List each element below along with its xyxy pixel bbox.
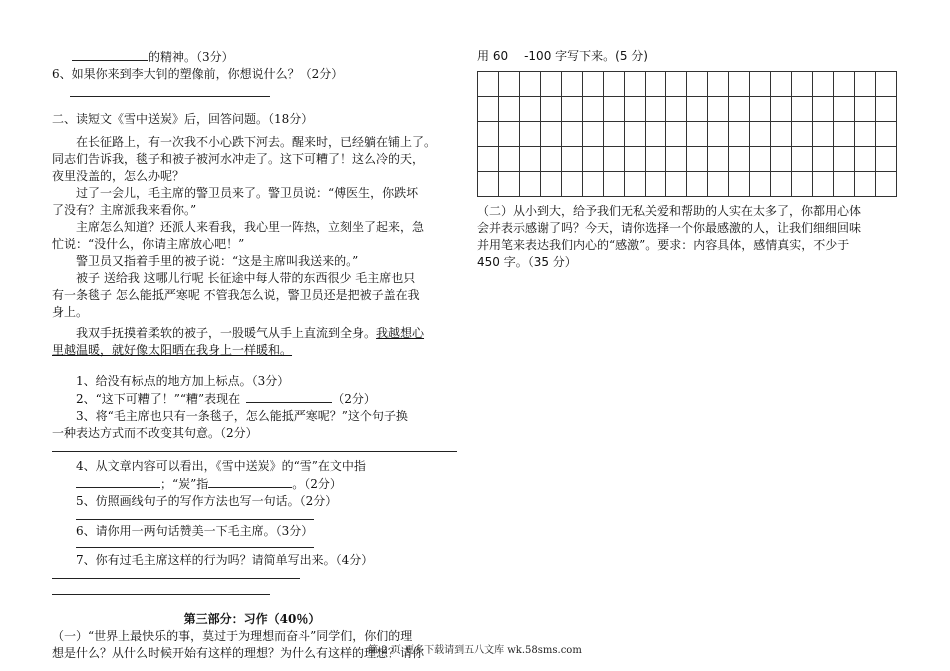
- grid-row: [478, 72, 897, 97]
- grid-cell[interactable]: [645, 122, 666, 147]
- grid-cell[interactable]: [833, 72, 854, 97]
- grid-cell[interactable]: [624, 147, 645, 172]
- passage-line: 了没有？主席派我来看你。”: [52, 203, 197, 217]
- passage-line: 身上。: [52, 305, 89, 319]
- grid-cell[interactable]: [875, 122, 896, 147]
- grid-cell[interactable]: [771, 172, 792, 197]
- grid-cell[interactable]: [708, 172, 729, 197]
- grid-cell[interactable]: [771, 122, 792, 147]
- grid-cell[interactable]: [645, 97, 666, 122]
- q6-text: 6、如果你来到李大钊的塑像前，你想说什么？（2分）: [52, 67, 344, 81]
- grid-cell[interactable]: [498, 147, 519, 172]
- answer-blank[interactable]: [246, 390, 332, 403]
- q4-line: [52, 475, 462, 493]
- grid-cell[interactable]: [624, 122, 645, 147]
- grid-cell[interactable]: [750, 72, 771, 97]
- part3-title: 第三部分：习作（40％）: [183, 612, 321, 626]
- grid-cell[interactable]: [708, 72, 729, 97]
- grid-cell[interactable]: [792, 147, 813, 172]
- grid-cell[interactable]: [498, 172, 519, 197]
- grid-cell[interactable]: [519, 72, 540, 97]
- grid-cell[interactable]: [478, 172, 499, 197]
- grid-cell[interactable]: [750, 172, 771, 197]
- grid-cell[interactable]: [582, 147, 603, 172]
- left-column: [52, 48, 462, 662]
- grid-cell[interactable]: [666, 147, 687, 172]
- grid-cell[interactable]: [561, 147, 582, 172]
- passage-line: 主席怎么知道？还派人来看我，我心里一阵热，立刻坐了起来，急: [76, 220, 425, 234]
- grid-cell[interactable]: [833, 122, 854, 147]
- answer-blank[interactable]: [72, 48, 148, 61]
- grid-cell[interactable]: [478, 72, 499, 97]
- grid-cell[interactable]: [729, 97, 750, 122]
- grid-cell[interactable]: [792, 172, 813, 197]
- part3-text-cont: 想是什么？从什么时候开始有这样的理想？为什么有这样的理想？请你: [52, 646, 425, 660]
- grid-cell[interactable]: [854, 97, 875, 122]
- answer-blank[interactable]: [76, 475, 160, 488]
- grid-cell[interactable]: [624, 97, 645, 122]
- grid-cell[interactable]: [561, 172, 582, 197]
- grid-cell[interactable]: [519, 172, 540, 197]
- answer-line[interactable]: [70, 95, 270, 97]
- grid-cell[interactable]: [603, 72, 624, 97]
- grid-cell[interactable]: [540, 147, 561, 172]
- passage-line: 有一条毯子 怎么能抵严寒呢 不管我怎么说，警卫员还是把被子盖在我: [52, 288, 420, 302]
- writing-intro: [477, 48, 897, 65]
- part3-text: （一）“世界上最快乐的事，莫过于为理想而奋斗”同学们，你们的理: [52, 629, 413, 643]
- passage-line: 警卫员又指着手里的被子说：“这是主席叫我送来的。”: [76, 254, 359, 268]
- grid-cell[interactable]: [624, 172, 645, 197]
- passage-text: 我双手抚摸着柔软的被子，一股暖气从手上直流到全身。: [76, 326, 377, 340]
- q2-score: （2分）: [332, 392, 376, 406]
- grid-cell[interactable]: [708, 147, 729, 172]
- grid-cell[interactable]: [771, 97, 792, 122]
- task2-text: 450 字。（35 分）: [477, 255, 577, 269]
- grid-cell[interactable]: [582, 97, 603, 122]
- q6b-text: 6、请你用一两句话赞美一下毛主席。（3分）: [76, 524, 314, 538]
- grid-cell[interactable]: [813, 72, 834, 97]
- grid-cell[interactable]: [729, 147, 750, 172]
- grid-cell[interactable]: [833, 97, 854, 122]
- passage: [52, 134, 462, 359]
- q4-text-mid: ；“炭”指: [160, 477, 209, 491]
- q4-text: 4、从文章内容可以看出，《雪中送炭》的“雪”在文中指: [76, 459, 366, 473]
- grid-cell[interactable]: [729, 172, 750, 197]
- grid-cell[interactable]: [498, 122, 519, 147]
- q3-text-cont: 一种表达方式而不改变其句意。（2分）: [52, 426, 258, 440]
- grid-cell[interactable]: [813, 122, 834, 147]
- grid-cell[interactable]: [666, 172, 687, 197]
- grid-cell[interactable]: [750, 147, 771, 172]
- grid-cell[interactable]: [687, 122, 708, 147]
- grid-cell[interactable]: [771, 72, 792, 97]
- grid-cell[interactable]: [582, 172, 603, 197]
- q7-text: 7、你有过毛主席这样的行为吗？请简单写出来。（4分）: [76, 553, 374, 567]
- grid-cell[interactable]: [603, 122, 624, 147]
- grid-cell[interactable]: [645, 172, 666, 197]
- passage-line: [52, 342, 462, 359]
- grid-cell[interactable]: [854, 72, 875, 97]
- passage-line: [52, 325, 462, 342]
- passage-line: 忙说：“没什么，你请主席放心吧！”: [52, 237, 245, 251]
- grid-row: [478, 122, 897, 147]
- passage-line: 同志们告诉我，毯子和被子被河水冲走了。这下可糟了！这么冷的天，: [52, 152, 425, 166]
- answer-line[interactable]: [76, 546, 314, 548]
- right-column: [477, 48, 897, 271]
- grid-cell[interactable]: [833, 172, 854, 197]
- grid-cell[interactable]: [729, 122, 750, 147]
- passage-line: 过了一会儿，毛主席的警卫员来了。警卫员说：“傅医生，你跌坏: [76, 186, 419, 200]
- grid-cell[interactable]: [875, 172, 896, 197]
- grid-cell[interactable]: [875, 72, 896, 97]
- grid-cell[interactable]: [624, 72, 645, 97]
- grid-cell[interactable]: [875, 97, 896, 122]
- passage-line: 在长征路上，有一次我不小心跌下河去。醒来时，已经躺在铺上了。: [76, 135, 437, 149]
- section2-title: 二、读短文《雪中送炭》后，回答问题。（18分）: [52, 112, 314, 126]
- grid-cell[interactable]: [582, 72, 603, 97]
- grid-cell[interactable]: [666, 122, 687, 147]
- underlined-sentence: 里越温暖，就好像太阳晒在我身上一样暖和。: [52, 343, 293, 357]
- answer-blank[interactable]: [208, 475, 292, 488]
- grid-cell[interactable]: [729, 72, 750, 97]
- intro-text-b: -100 字写下来。(5 分): [524, 49, 648, 63]
- grid-cell[interactable]: [813, 172, 834, 197]
- q1-text: 1、给没有标点的地方加上标点。（3分）: [76, 374, 290, 388]
- grid-row: [478, 172, 897, 197]
- answer-line[interactable]: [52, 577, 300, 579]
- grid-cell[interactable]: [519, 147, 540, 172]
- grid-cell[interactable]: [561, 97, 582, 122]
- task2-text: 并用笔来表达我们内心的“感激”。要求：内容具体，感情真实，不少于: [477, 238, 850, 252]
- task2-text: （二）从小到大，给予我们无私关爱和帮助的人实在太多了，你都用心体: [477, 204, 862, 218]
- q3-text: 3、将“毛主席也只有一条毯子，怎么能抵严寒呢？”这个句子换: [76, 409, 408, 423]
- intro-text-a: 用 60: [477, 49, 509, 63]
- passage-line: 被子 送给我 这哪儿行呢 长征途中每人带的东西很少 毛主席也只: [76, 271, 416, 285]
- grid-cell[interactable]: [519, 122, 540, 147]
- grid-cell[interactable]: [687, 147, 708, 172]
- grid-cell[interactable]: [478, 147, 499, 172]
- grid-cell[interactable]: [478, 97, 499, 122]
- grid-cell[interactable]: [687, 172, 708, 197]
- answer-line[interactable]: [52, 593, 270, 595]
- grid-cell[interactable]: [498, 97, 519, 122]
- grid-cell[interactable]: [875, 147, 896, 172]
- grid-cell[interactable]: [561, 72, 582, 97]
- answer-line[interactable]: [76, 518, 314, 520]
- grid-row: [478, 97, 897, 122]
- grid-cell[interactable]: [813, 97, 834, 122]
- grid-cell[interactable]: [645, 147, 666, 172]
- grid-cell[interactable]: [813, 147, 834, 172]
- grid-cell[interactable]: [687, 97, 708, 122]
- task2-block: [477, 203, 897, 271]
- grid-cell[interactable]: [603, 172, 624, 197]
- grid-cell[interactable]: [603, 147, 624, 172]
- grid-cell[interactable]: [708, 97, 729, 122]
- grid-cell[interactable]: [792, 122, 813, 147]
- grid-cell[interactable]: [750, 122, 771, 147]
- grid-cell[interactable]: [540, 97, 561, 122]
- grid-cell[interactable]: [792, 72, 813, 97]
- grid-row: [478, 147, 897, 172]
- grid-cell[interactable]: [854, 122, 875, 147]
- answer-line[interactable]: [52, 450, 457, 452]
- page-footer: 第 2 页 更多下载请到五八文库 wk.58sms.com: [368, 645, 582, 656]
- underlined-sentence: 我越想心: [376, 326, 425, 340]
- grid-cell[interactable]: [540, 72, 561, 97]
- q2-text: 2、“这下可糟了！”“糟”表现在: [76, 392, 241, 406]
- grid-cell[interactable]: [792, 97, 813, 122]
- q4-score: 。（2分）: [292, 477, 342, 491]
- grid-cell[interactable]: [666, 97, 687, 122]
- q5-tail-line: [52, 48, 462, 66]
- grid-cell[interactable]: [645, 72, 666, 97]
- grid-cell[interactable]: [854, 172, 875, 197]
- writing-grid[interactable]: [477, 71, 897, 197]
- grid-cell[interactable]: [833, 147, 854, 172]
- grid-cell[interactable]: [687, 72, 708, 97]
- grid-cell[interactable]: [603, 97, 624, 122]
- grid-cell[interactable]: [540, 172, 561, 197]
- q2-line: [52, 390, 462, 408]
- passage-line: 夜里没盖的，怎么办呢？: [52, 169, 185, 183]
- q5-text: 5、仿照画线句子的写作方法也写一句话。（2分）: [76, 494, 338, 508]
- grid-cell[interactable]: [854, 147, 875, 172]
- task2-text: 会并表示感谢了吗？今天，请你选择一个你最感激的人，让我们细细回味: [477, 221, 862, 235]
- grid-cell[interactable]: [540, 122, 561, 147]
- grid-cell[interactable]: [750, 97, 771, 122]
- q5-tail-text: 的精神。（3分）: [148, 50, 234, 64]
- grid-cell[interactable]: [561, 122, 582, 147]
- grid-cell[interactable]: [708, 122, 729, 147]
- grid-cell[interactable]: [771, 147, 792, 172]
- grid-cell[interactable]: [519, 97, 540, 122]
- grid-cell[interactable]: [582, 122, 603, 147]
- grid-cell[interactable]: [478, 122, 499, 147]
- grid-cell[interactable]: [498, 72, 519, 97]
- grid-cell[interactable]: [666, 72, 687, 97]
